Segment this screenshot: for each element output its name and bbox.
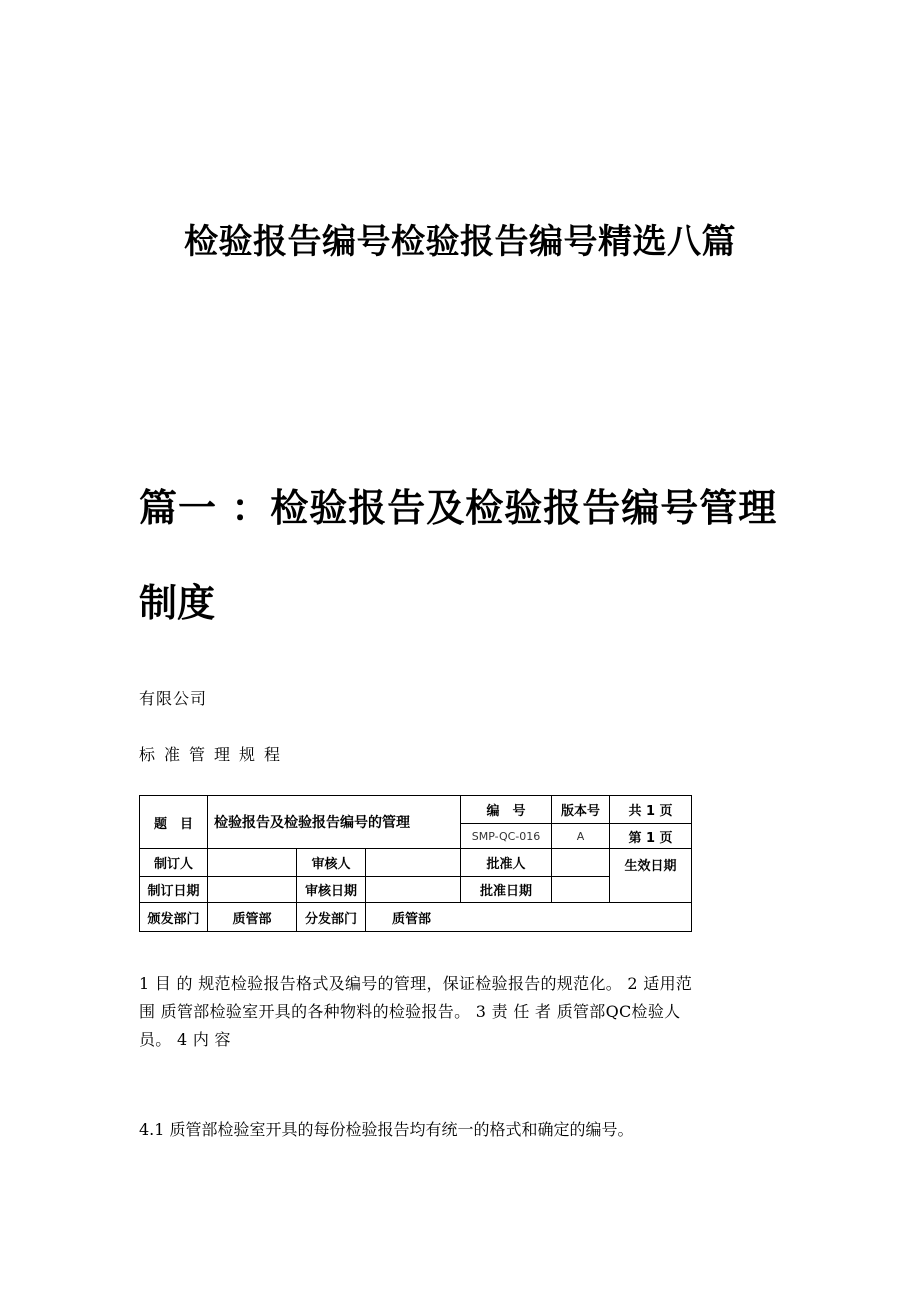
- drafter-value: [208, 849, 297, 877]
- number-label: 编 号: [461, 796, 552, 824]
- distribution-dept-value: 质管部: [366, 903, 692, 932]
- approver-label: 批准人: [461, 849, 552, 877]
- body-line: 员。 4 内 容: [139, 1030, 231, 1049]
- page-number: 第 1 页: [610, 824, 692, 849]
- draft-date-value: [208, 877, 297, 903]
- effective-date-label: 生效日期: [610, 849, 692, 903]
- document-title: 检验报告编号检验报告编号精选八篇: [184, 222, 736, 262]
- approve-date-value: [552, 877, 610, 903]
- drafter-label: 制订人: [140, 849, 208, 877]
- body-paragraph-4-1: 4.1 质管部检验室开具的每份检验报告均有统一的格式和确定的编号。: [139, 1120, 634, 1139]
- review-date-value: [366, 877, 461, 903]
- issuing-dept-label: 颁发部门: [140, 903, 208, 932]
- total-pages: 共 1 页: [610, 796, 692, 824]
- body-paragraph: [139, 970, 784, 1054]
- approver-value: [552, 849, 610, 877]
- company-name: 有限公司: [139, 689, 208, 708]
- draft-date-label: 制订日期: [140, 877, 208, 903]
- approve-date-label: 批准日期: [461, 877, 552, 903]
- document-control-table: [139, 795, 692, 932]
- topic-value: 检验报告及检验报告编号的管理: [208, 796, 461, 849]
- reviewer-value: [366, 849, 461, 877]
- topic-label: 题 目: [140, 796, 208, 849]
- body-line: 围 质管部检验室开具的各种物料的检验报告。 3 责 任 者 质管部QC检验人: [139, 1002, 681, 1021]
- standard-label: 标准管理规程: [139, 745, 290, 764]
- distribution-dept-label: 分发部门: [297, 903, 366, 932]
- number-value: SMP-QC-016: [461, 824, 552, 849]
- version-value: A: [552, 824, 610, 849]
- issuing-dept-value: 质管部: [208, 903, 297, 932]
- review-date-label: 审核日期: [297, 877, 366, 903]
- section-heading: 篇一 ：检验报告及检验报告编号管理: [139, 485, 778, 530]
- section-heading-continued: 制度: [139, 580, 216, 625]
- body-line: 1 目 的 规范检验报告格式及编号的管理，保证检验报告的规范化。 2 适用范: [139, 974, 693, 993]
- reviewer-label: 审核人: [297, 849, 366, 877]
- version-label: 版本号: [552, 796, 610, 824]
